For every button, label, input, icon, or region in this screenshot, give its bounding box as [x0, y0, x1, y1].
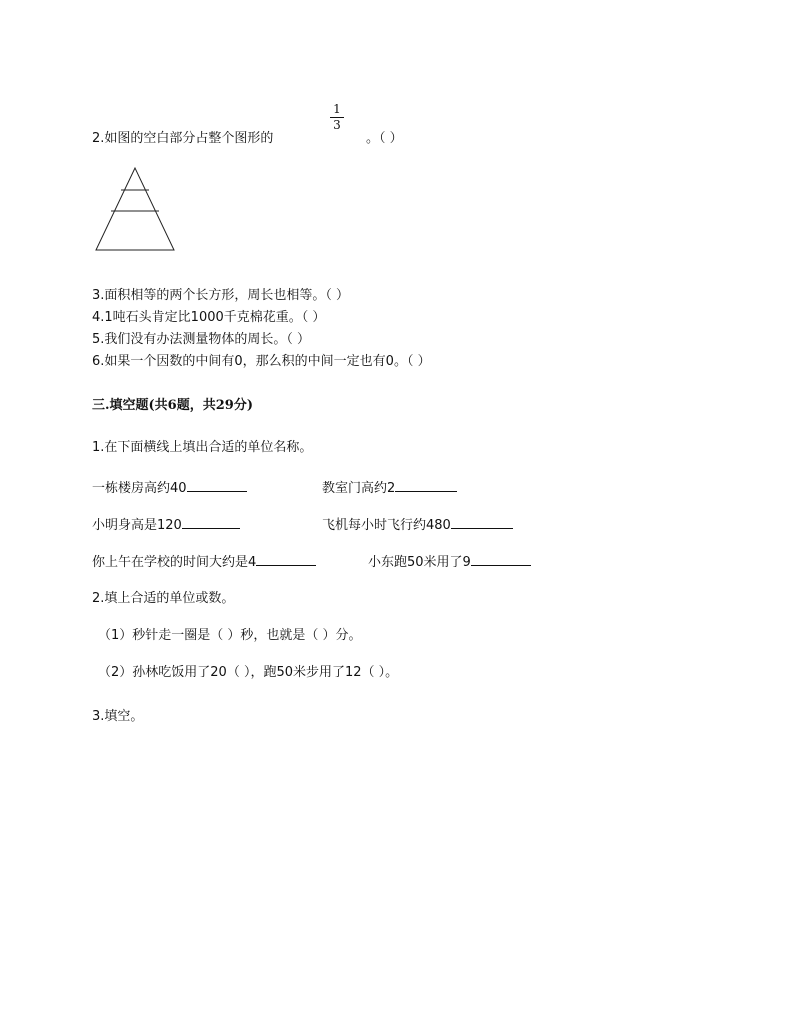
question-2-tail: 。（ ）	[366, 131, 403, 146]
answer-blank[interactable]	[187, 478, 247, 492]
answer-blank[interactable]	[395, 478, 457, 492]
answer-blank[interactable]	[451, 515, 513, 529]
fill-1-row-3-left	[92, 552, 316, 572]
fill-2-item-2: （2）孙林吃饭用了20（ ），跑50米步用了12（ ）。	[98, 665, 399, 680]
fill-2-item-1: （1）秒针走一圈是（ ）秒，也就是（ ）分。	[98, 628, 362, 643]
question-2	[92, 130, 273, 148]
fill-1-row-3-right-text: 小东跑50米用了9	[368, 555, 471, 570]
question-3: 3.面积相等的两个长方形，周长也相等。（ ）	[92, 288, 350, 303]
answer-blank[interactable]	[256, 552, 316, 566]
fill-question-2: 2.填上合适的单位或数。	[92, 591, 235, 606]
question-2-text: 2.如图的空白部分占整个图形的	[92, 131, 274, 146]
fill-1-row-2-right-text: 飞机每小时飞行约480	[322, 518, 451, 533]
fraction-numerator: 1	[333, 102, 341, 116]
fill-1-row-2-right	[322, 515, 513, 535]
fill-1-row-3-left-text: 你上午在学校的时间大约是4	[92, 555, 257, 570]
fill-1-row-3-right	[368, 552, 531, 572]
fill-1-row-1-left	[92, 478, 247, 498]
fill-1-row-2-left-text: 小明身高是120	[92, 518, 182, 533]
fill-1-row-1-left-text: 一栋楼房高约40	[92, 481, 187, 496]
fill-1-row-1-right-text: 教室门高约2	[322, 481, 396, 496]
fraction-denominator: 3	[333, 118, 341, 132]
section-heading: 三.填空题(共6题，共29分)	[92, 398, 253, 413]
triangle-figure	[94, 166, 184, 256]
answer-blank[interactable]	[471, 552, 531, 566]
fill-1-row-2-left	[92, 515, 240, 535]
fill-question-1: 1.在下面横线上填出合适的单位名称。	[92, 440, 313, 455]
question-4: 4.1吨石头肯定比1000千克棉花重。（ ）	[92, 310, 326, 325]
fill-question-3: 3.填空。	[92, 709, 144, 724]
fill-1-row-1-right	[322, 478, 457, 498]
question-6: 6.如果一个因数的中间有0，那么积的中间一定也有0。（ ）	[92, 354, 431, 369]
answer-blank[interactable]	[182, 515, 240, 529]
outer-triangle	[96, 168, 174, 250]
question-5: 5.我们没有办法测量物体的周长。（ ）	[92, 332, 311, 347]
fraction-one-third	[330, 103, 344, 132]
